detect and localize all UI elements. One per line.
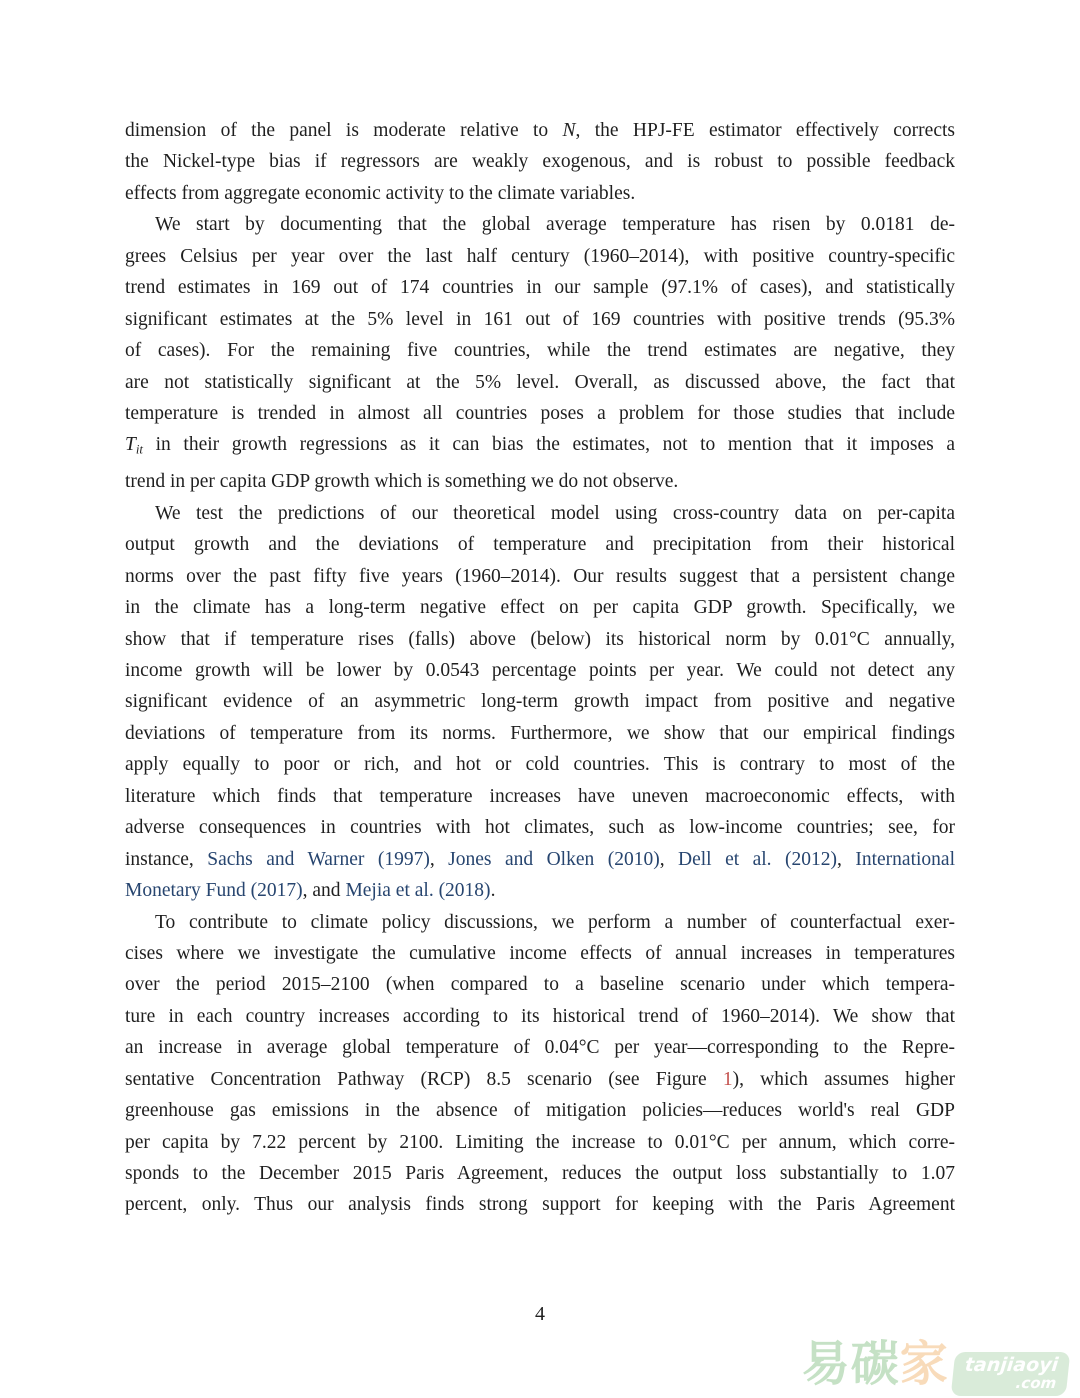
- text-line: significant estimates at the 5% level in 161 out of 169 countries with positive trends (95.3%: [125, 308, 955, 330]
- text-line: are not statistically significant at the 5% level. Overall, as discussed above, the fact that: [125, 371, 955, 393]
- watermark-domain-text: .com: [1014, 1374, 1057, 1392]
- watermark-site-text: tanjiaoyi: [963, 1354, 1060, 1376]
- citation-link[interactable]: Dell et al. (2012): [678, 848, 838, 870]
- text-line: output growth and the deviations of temperature and precipitation from their historical: [125, 534, 955, 556]
- text-line: per capita by 7.22 percent by 2100. Limiting the increase to 0.01°C per annum, which corre-: [125, 1131, 955, 1153]
- text-line: significant evidence of an asymmetric long-term growth impact from positive and negative: [125, 691, 955, 713]
- body-text: [125, 115, 955, 1221]
- text-line: trend estimates in 169 out of 174 countries in our sample (97.1% of cases), and statistically: [125, 277, 955, 299]
- text-line: instance, Sachs and Warner (1997), Jones and Olken (2010), Dell et al. (2012), International: [125, 848, 955, 870]
- text-line: trend in per capita GDP growth which is something we do not observe.: [125, 471, 679, 493]
- text-line: dimension of the panel is moderate relative to N, the HPJ-FE estimator effectively corrects: [125, 120, 955, 141]
- text-line: sentative Concentration Pathway (RCP) 8.5 scenario (see Figure 1), which assumes higher: [125, 1068, 955, 1090]
- citation-link[interactable]: Mejia et al. (2018): [345, 880, 491, 902]
- text-line: effects from aggregate economic activity to the climate variables.: [125, 182, 636, 204]
- citation-link[interactable]: International: [855, 848, 955, 870]
- figure-ref-link[interactable]: 1: [722, 1068, 733, 1090]
- text-line: Monetary Fund (2017), and Mejia et al. (2018).: [125, 880, 496, 902]
- text-line: in the climate has a long-term negative effect on per capita GDP growth. Specifically, we: [125, 597, 955, 619]
- citation-link[interactable]: Jones and Olken (2010): [448, 848, 660, 870]
- styled-text: T: [125, 434, 136, 456]
- text-line: To contribute to climate policy discussions, we perform a number of counterfactual exer-: [155, 911, 955, 933]
- text-line: an increase in average global temperature of 0.04°C per year—corresponding to the Repre-: [125, 1037, 955, 1059]
- text-line: norms over the past fifty five years (1960–2014). Our results suggest that a persistent change: [125, 565, 955, 587]
- text-line: adverse consequences in countries with hot climates, such as low-income countries; see, for: [125, 817, 955, 839]
- watermark-cjk-orange: 家: [899, 1336, 949, 1392]
- text-line: grees Celsius per year over the last half century (1960–2014), with positive country-specific: [125, 245, 955, 267]
- watermark: [802, 1335, 1068, 1396]
- watermark-badge: [950, 1352, 1070, 1396]
- text-line: deviations of temperature from its norms. Furthermore, we show that our empirical findings: [125, 722, 955, 744]
- text-line: sponds to the December 2015 Paris Agreement, reduces the output loss substantially to 1.07: [125, 1163, 955, 1185]
- text-line: of cases). For the remaining five countries, while the trend estimates are negative, they: [125, 340, 955, 362]
- text-line: income growth will be lower by 0.0543 percentage points per year. We could not detect any: [125, 660, 955, 682]
- watermark-cjk-green: 易碳: [801, 1336, 900, 1392]
- text-line: the Nickel-type bias if regressors are weakly exogenous, and is robust to possible feedback: [125, 151, 955, 173]
- styled-text: N: [562, 120, 576, 141]
- text-line: We start by documenting that the global average temperature has risen by 0.0181 de-: [155, 214, 955, 236]
- text-line: over the period 2015–2100 (when compared to a baseline scenario under which tempera-: [125, 974, 955, 996]
- text-line: Tit in their growth regressions as it can bias the estimates, not to mention that it imposes a: [125, 434, 955, 457]
- text-line: ture in each country increases according to its historical trend of 1960–2014). We show that: [125, 1005, 955, 1027]
- text-line: We test the predictions of our theoretical model using cross-country data on per-capita: [155, 502, 955, 524]
- text-line: greenhouse gas emissions in the absence of mitigation policies—reduces world's real GDP: [125, 1100, 955, 1122]
- citation-link[interactable]: Sachs and Warner (1997): [207, 848, 430, 870]
- text-line: percent, only. Thus our analysis finds strong support for keeping with the Paris Agreement: [125, 1194, 955, 1216]
- text-line: apply equally to poor or rich, and hot or cold countries. This is contrary to most of the: [125, 754, 955, 776]
- text-line: cises where we investigate the cumulative income effects of annual increases in temperatures: [125, 942, 955, 964]
- text-line: temperature is trended in almost all countries poses a problem for those studies that include: [125, 402, 955, 424]
- styled-text: it: [135, 442, 144, 457]
- text-line: literature which finds that temperature increases have uneven macroeconomic effects, with: [125, 785, 955, 807]
- citation-link[interactable]: Monetary Fund (2017): [125, 880, 303, 902]
- text-line: show that if temperature rises (falls) above (below) its historical norm by 0.01°C annually,: [125, 628, 955, 650]
- page-number: 4: [535, 1303, 545, 1325]
